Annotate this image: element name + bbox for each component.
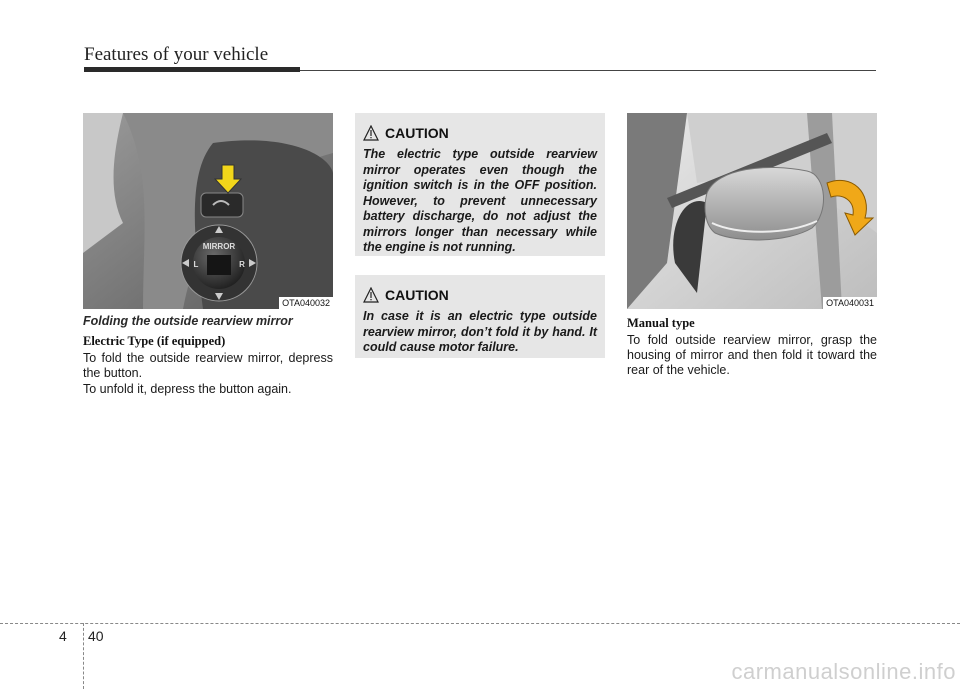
image-code-left: OTA040032 <box>279 297 333 309</box>
switch-label-left: L <box>193 260 199 269</box>
watermark: carmanualsonline.info <box>731 659 956 684</box>
caution-title-2: CAUTION <box>385 287 449 303</box>
paragraph-unfold: To unfold it, depress the button again. <box>83 382 292 396</box>
switch-label-right: R <box>239 260 245 269</box>
paragraph-fold: To fold the outside rearview mirror, depress the button. <box>83 351 333 380</box>
mirror-switch-photo <box>83 113 333 309</box>
warning-icon <box>363 287 379 303</box>
header-bar <box>84 67 300 72</box>
subhead-electric: Electric Type (if equipped) <box>83 334 226 348</box>
chapter-number: 4 <box>59 628 67 644</box>
figure-caption: Folding the outside rearview mirror <box>83 314 293 328</box>
caution-box-2 <box>355 275 605 358</box>
warning-icon <box>363 125 379 141</box>
switch-label-mirror: MIRROR <box>202 242 236 251</box>
paragraph-manual: To fold outside rearview mirror, grasp the housing of mirror and then fold it toward the rear of the vehicle. <box>627 333 877 377</box>
side-mirror-photo <box>627 113 877 309</box>
caution-box-1 <box>355 113 605 256</box>
header-rule <box>300 70 876 71</box>
subhead-manual: Manual type <box>627 316 695 330</box>
caution-title-1: CAUTION <box>385 125 449 141</box>
footer-divider <box>83 623 84 689</box>
caution-text-1: The electric type outside rearview mirror operates even though the ignition switch is in the OFF position. However, to prevent unnecessary battery discharge, do not adjust the mirrors longer than necessary while the engine is not running. <box>363 147 597 254</box>
page-number: 40 <box>88 628 104 644</box>
caution-text-2: In case it is an electric type outside rearview mirror, don’t fold it by hand. It could cause motor failure. <box>363 309 597 354</box>
footer-rule <box>0 623 960 624</box>
image-code-right: OTA040031 <box>823 297 877 309</box>
page-header-title: Features of your vehicle <box>84 44 269 65</box>
